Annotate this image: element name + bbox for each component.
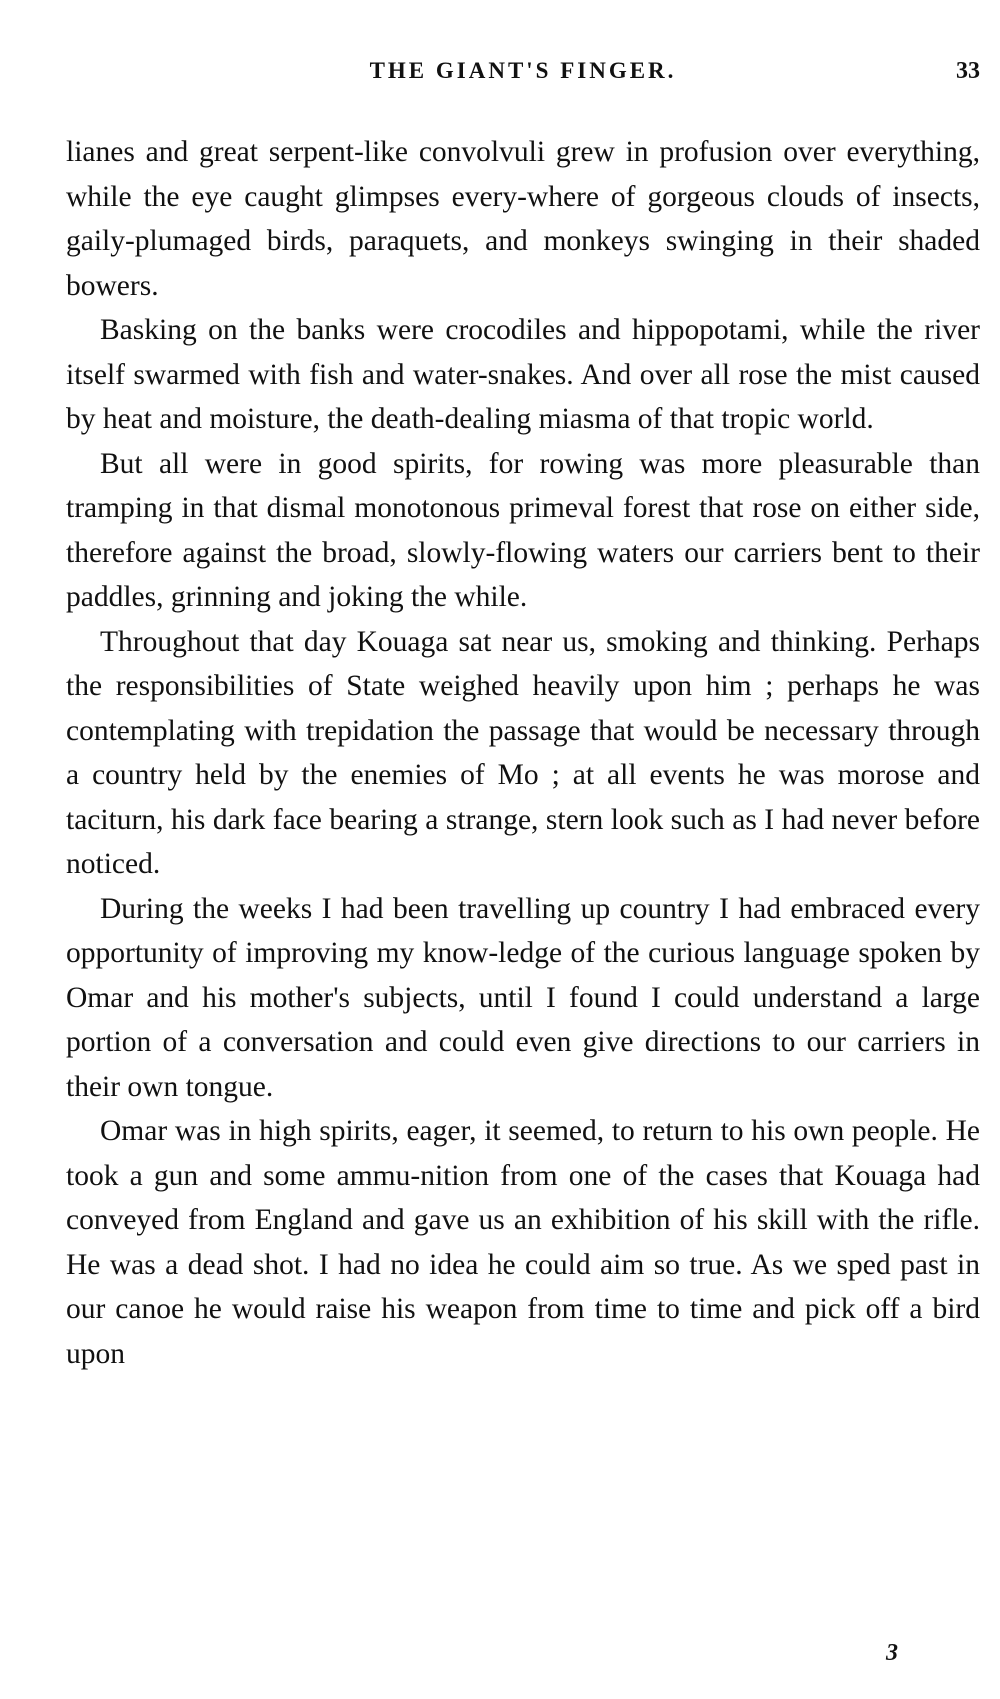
paragraph-2: Basking on the banks were crocodiles and hippopotami, while the river itself swarmed with fish and water-snakes. And over all rose the mist caused by heat and moisture, the death-dealing miasma of that tropic world. <box>66 314 980 435</box>
paragraph-4: Throughout that day Kouaga sat near us, smoking and thinking. Perhaps the responsibilities of State weighed heavily upon him ; perhaps he was contemplating with trepidation the passage that would be necessary through a country held by the enemies of Mo ; at all events he was morose and taciturn, his dark face bearing a strange, stern look such as I had never before noticed. <box>66 625 980 880</box>
paragraph-3: But all were in good spirits, for rowing was more pleasurable than tramping in that dismal monotonous primeval forest that rose on either side, therefore against the broad, slowly-flowing waters our carriers bent to their paddles, grinning and joking the while. <box>66 447 980 613</box>
paragraph-1: lianes and great serpent-like convolvuli grew in profusion over everything, while the eye caught glimpses every-where of gorgeous clouds of insects, gaily-plumaged birds, paraquets, and monkeys swinging in their shaded bowers. <box>66 136 980 302</box>
body-text <box>66 130 980 1376</box>
paragraph-5: During the weeks I had been travelling up country I had embraced every opportunity of improving my know-ledge of the curious language spoken by Omar and his mother's subjects, until I found I could understand a large portion of a conversation and could even give directions to our carriers in their own tongue. <box>66 892 980 1103</box>
page-number: 33 <box>956 58 980 84</box>
signature-mark: 3 <box>886 1640 898 1666</box>
paragraph-6: Omar was in high spirits, eager, it seemed, to return to his own people. He took a gun and some ammu-nition from one of the cases that Kouaga had conveyed from England and gave us an exhibition of his skill with the rifle. He was a dead shot. I had no idea he could aim so true. As we sped past in our canoe he would raise his weapon from time to time and pick off a bird upon <box>66 1115 980 1370</box>
page-header <box>66 58 980 98</box>
running-title: THE GIANT'S FINGER. <box>369 58 677 83</box>
